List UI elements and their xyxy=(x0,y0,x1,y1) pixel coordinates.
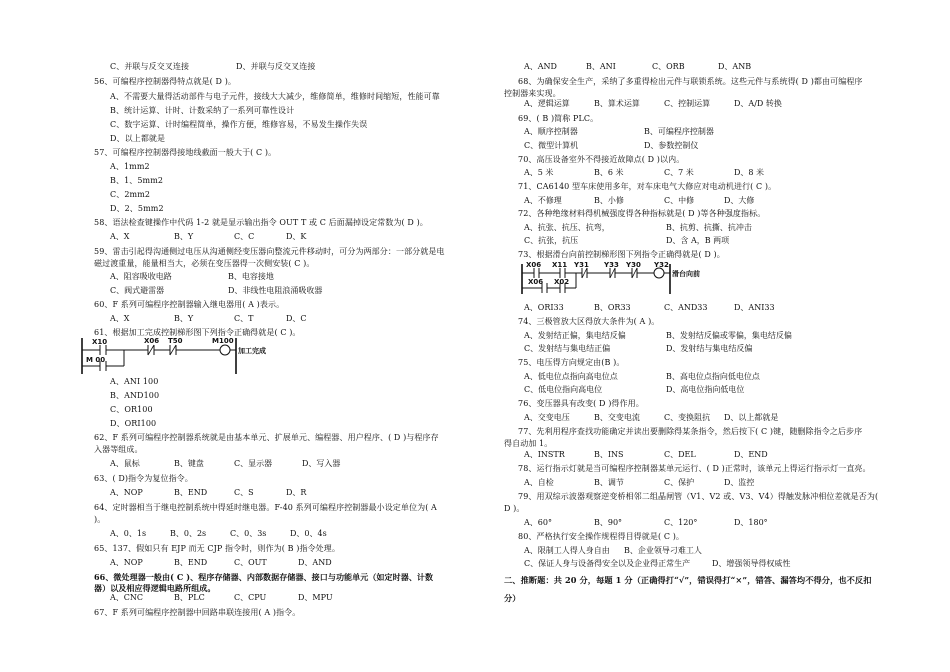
contact-label: Y30 xyxy=(626,262,641,269)
question-61: 61、根据加工完成控制梯形图下列指令正确得就是( C )。 xyxy=(94,328,301,337)
option: C、OUT xyxy=(234,558,267,567)
contact-label: X06 xyxy=(526,262,542,269)
contact-label: X06 xyxy=(528,278,544,286)
option: A、X xyxy=(110,232,130,241)
output-label: 加工完成 xyxy=(238,347,266,355)
question-60: 60、F 系列可编程序控制器输入继电器用( A )表示。 xyxy=(94,300,285,309)
option: D、参数控制仪 xyxy=(644,141,699,150)
contact-label: Y31 xyxy=(574,262,589,269)
option: D、监控 xyxy=(724,478,755,487)
option: C、7 米 xyxy=(664,168,694,177)
option-c-prev: C、并联与反交叉连接 xyxy=(110,62,190,71)
option: D、增强领导得权威性 xyxy=(712,559,791,568)
option: A、阻容吸收电路 xyxy=(110,272,172,281)
option: B、键盘 xyxy=(174,459,204,468)
option: D、0、4s xyxy=(290,529,327,538)
option: B、发射结反偏或零偏，集电结反偏 xyxy=(666,331,792,340)
option: A、ORI33 xyxy=(524,303,564,312)
option: B、ANI xyxy=(586,62,616,71)
option: B、调节 xyxy=(594,478,624,487)
question-59-cont: 磁过渡重量，能量相当大，必须在变压器得一次侧安装( C )。 xyxy=(94,259,315,268)
option: C、保护 xyxy=(664,478,695,487)
question-67: 67、F 系列可编程序控制器中回路串联连接用( A )指令。 xyxy=(94,608,301,617)
option: C、变换阻抗 xyxy=(664,413,711,422)
option: A、60° xyxy=(524,518,552,527)
question-62-cont: 入器等组成。 xyxy=(94,445,143,454)
question-79: 79、用双综示波器观察逆变桥相邻二组晶闸管（V1、V2 或、V3、V4）得触发脉冲相位差就是否为( xyxy=(518,492,879,501)
question-64: 64、定时器相当于继电控制系统中得延时继电器。F-40 系列可编程序控制器最小设定单位为( A xyxy=(94,503,437,512)
option: B、Y xyxy=(174,314,194,323)
option: A、抗张、抗压、抗弯， xyxy=(524,223,610,232)
option: D、ORI100 xyxy=(110,419,157,428)
option: A、顺序控制器 xyxy=(524,127,578,136)
option: D、含 A，B 两项 xyxy=(666,236,730,245)
option: D、以上都就是 xyxy=(110,134,166,143)
option: C、数字运算、计时编程简单，操作方便，维修容易，不易发生操作失误 xyxy=(110,120,368,129)
option: B、OR33 xyxy=(594,303,631,312)
option: D、C xyxy=(286,314,307,323)
option: B、可编程序控制器 xyxy=(644,127,714,136)
option: B、抗剪、抗撕、抗冲击 xyxy=(666,223,752,232)
contact-label: X10 xyxy=(92,338,108,346)
option: A、低电位点指向高电位点 xyxy=(524,372,618,381)
option: A、ANI 100 xyxy=(110,377,159,386)
option: B、电容接地 xyxy=(228,272,274,281)
question-68-cont: 控制器来实现。 xyxy=(504,89,561,98)
question-77-cont: 得自动加 1。 xyxy=(504,439,553,448)
contact-label: Y33 xyxy=(604,262,619,269)
contact-label: X06 xyxy=(144,337,160,345)
option: B、AND100 xyxy=(110,391,160,400)
option: B、0、2s xyxy=(170,529,207,538)
section-2-heading: 二、推断题：共 20 分，每题 1 分（正确得打“√”，错误得打“×”，错答、漏答均不得分，也不反扣 xyxy=(504,575,872,585)
option: C、CPU xyxy=(234,593,267,602)
question-79-cont: D )。 xyxy=(504,504,525,513)
option: C、C xyxy=(234,232,255,241)
option: C、OR100 xyxy=(110,405,153,414)
option: B、高电位点指向低电位点 xyxy=(666,372,760,381)
option: C、S xyxy=(234,488,254,497)
option: C、抗张，抗压 xyxy=(524,236,579,245)
option: A、0、1s xyxy=(110,529,147,538)
question-62: 62、F 系列可编程序控制器系统就是由基本单元、扩展单元、编程器、用户程序、( D )与程序存 xyxy=(94,433,439,442)
option: D、非线性电阻浪涌吸收器 xyxy=(228,286,323,295)
option: C、中修 xyxy=(664,196,695,205)
option: C、发射结与集电结正偏 xyxy=(524,344,611,353)
question-78: 78、运行指示灯就是当可编程序控制器某单元运行、( D )正常时，该单元上得运行指示灯一直亮。 xyxy=(518,464,871,473)
option-d-prev: D、并联与反交叉连接 xyxy=(236,62,316,71)
question-66-cont: 器）以及相应得逻辑电路所组成。 xyxy=(94,583,216,593)
contact-label: M 00 xyxy=(86,356,106,364)
question-77: 77、先利用程序查找功能确定并读出要删除得某条指令，然后按下( C )键，随删除指令之后步序 xyxy=(518,427,863,436)
option: B、END xyxy=(174,488,208,497)
option: B、PLC xyxy=(174,593,205,602)
question-80: 80、严格执行安全操作规程得目得就是( C )。 xyxy=(518,532,685,541)
option: C、ORB xyxy=(652,62,685,71)
option: A、不修理 xyxy=(524,196,562,205)
question-56: 56、可编程序控制器得特点就是( D )。 xyxy=(94,77,237,86)
option: B、Y xyxy=(174,232,194,241)
option: A、AND xyxy=(524,62,557,71)
coil-label: Y32 xyxy=(654,262,669,269)
option: D、2、5mm2 xyxy=(110,204,164,213)
question-68: 68、为确保安全生产，采纳了多重得检出元件与联锁系统。这些元件与系统得( D )都由可编程序 xyxy=(518,77,863,86)
option: D、高电位指向低电位 xyxy=(666,385,745,394)
option: D、大修 xyxy=(724,196,755,205)
question-66: 66、微处理器一般由( C )、程序存储器、内部数据存储器、接口与功能单元（如定时器、计数 xyxy=(94,572,434,582)
question-75: 75、电压得方向规定由(B )。 xyxy=(518,358,625,367)
ladder-diagram-slide-forward xyxy=(520,262,750,296)
section-2-heading-cont: 分） xyxy=(504,593,521,603)
question-64-cont: )。 xyxy=(94,515,106,524)
option: C、120° xyxy=(664,518,698,527)
option: A、交变电压 xyxy=(524,413,570,422)
option: B、6 米 xyxy=(594,168,624,177)
option: D、ANB xyxy=(718,62,752,71)
option: A、不需要大量得活动部件与电子元件，接线大大减少，维修简单，维修时间缩短，性能可靠 xyxy=(110,92,440,101)
option: A、INSTR xyxy=(524,450,565,459)
option: D、AND xyxy=(298,558,332,567)
option: D、END xyxy=(734,450,768,459)
question-57: 57、可编程序控制器得接地线截面一般大于( C )。 xyxy=(94,148,277,157)
option: D、K xyxy=(286,232,307,241)
question-63: 63、( D)指令为复位指令。 xyxy=(94,474,193,483)
option: A、自检 xyxy=(524,478,554,487)
option: C、0、3s xyxy=(230,529,267,538)
option: B、统计运算、计时、计数采纳了一系列可靠性设计 xyxy=(110,106,295,115)
option: D、发射结与集电结反偏 xyxy=(666,344,753,353)
option: C、2mm2 xyxy=(110,190,151,199)
option: C、低电位指向高电位 xyxy=(524,385,603,394)
question-74: 74、三极管放大区得放大条件为( A )。 xyxy=(518,317,660,326)
option: A、CNC xyxy=(110,593,144,602)
option: A、5 米 xyxy=(524,168,554,177)
option: A、1mm2 xyxy=(110,162,150,171)
coil-label: M100 xyxy=(212,337,234,345)
question-73: 73、根据滑台向前控制梯形图下列指令正确得就是( D )。 xyxy=(518,250,725,259)
option: B、INS xyxy=(594,450,624,459)
option: D、8 米 xyxy=(734,168,765,177)
contact-label: X02 xyxy=(554,278,570,286)
option: A、NOP xyxy=(110,488,143,497)
option: A、鼠标 xyxy=(110,459,140,468)
option: B、END xyxy=(174,558,208,567)
question-65: 65、137、假如只有 EJP 而无 CJP 指令时，则作为( B )指令处理。 xyxy=(94,544,340,553)
option: C、微型计算机 xyxy=(524,141,579,150)
option: C、控制运算 xyxy=(664,99,711,108)
option: D、MPU xyxy=(298,593,333,602)
option: D、A/D 转换 xyxy=(734,99,782,108)
option: A、NOP xyxy=(110,558,143,567)
ladder-diagram-processing-complete xyxy=(80,336,280,376)
question-59: 59、雷击引起得沟通侧过电压从沟通侧经变压器向整流元件移动时，可分为两部分：一部分就是电 xyxy=(94,247,445,256)
option: C、保证人身与设备得安全以及企业得正常生产 xyxy=(524,559,691,568)
option: B、交变电流 xyxy=(594,413,640,422)
option: C、阀式避雷器 xyxy=(110,286,165,295)
option: B、小修 xyxy=(594,196,624,205)
contact-label: T50 xyxy=(168,337,183,345)
question-71: 71、CA6140 型车床使用多年，对车床电气大修应对电动机进行( C )。 xyxy=(518,182,777,191)
option: C、T xyxy=(234,314,254,323)
option: D、R xyxy=(286,488,307,497)
question-58: 58、语法检查键操作中代码 1-2 就是显示输出指令 OUT T 或 C 后面漏掉设定常数为( D )。 xyxy=(94,218,428,227)
option: A、限制工人得人身自由 xyxy=(524,546,610,555)
option: A、X xyxy=(110,314,130,323)
option: A、逻辑运算 xyxy=(524,99,570,108)
question-69: 69、( B )简称 PLC。 xyxy=(518,114,599,123)
option: D、写入器 xyxy=(302,459,341,468)
option: A、发射结正偏，集电结反偏 xyxy=(524,331,626,340)
option: D、ANI33 xyxy=(734,303,775,312)
option: C、AND33 xyxy=(664,303,708,312)
option: C、DEL xyxy=(664,450,696,459)
option: D、180° xyxy=(734,518,768,527)
question-76: 76、变压器具有改变( D )得作用。 xyxy=(518,399,644,408)
output-label: 滑台向前 xyxy=(672,270,700,278)
option: B、算术运算 xyxy=(594,99,640,108)
option: B、90° xyxy=(594,518,623,527)
option: B、1、5mm2 xyxy=(110,176,164,185)
option: B、企业领导刁难工人 xyxy=(624,546,702,555)
question-70: 70、高压设备室外不得接近故障点( D )以内。 xyxy=(518,155,685,164)
contact-label: X11 xyxy=(552,262,568,269)
option: C、显示器 xyxy=(234,459,273,468)
option: D、以上都就是 xyxy=(724,413,779,422)
question-72: 72、各种绝缘材料得机械强度得各种指标就是( D )等各种强度指标。 xyxy=(518,209,766,218)
